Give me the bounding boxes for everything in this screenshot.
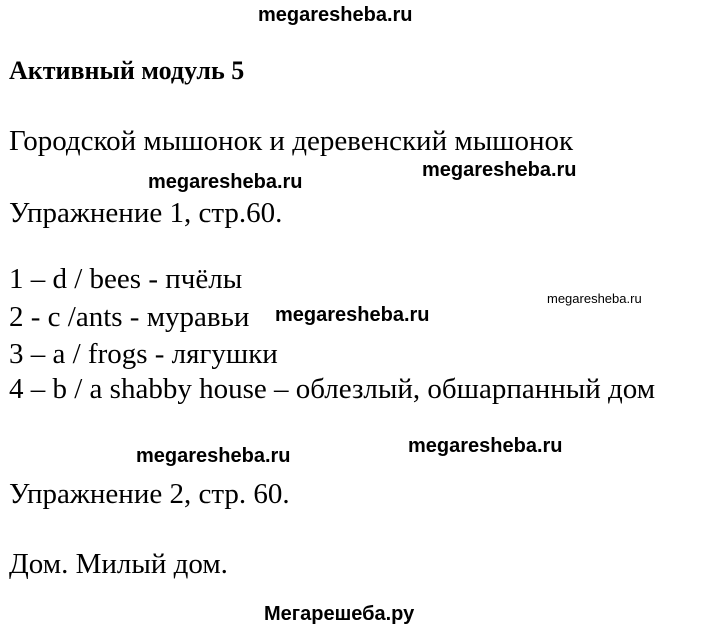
answer-line: 3 – a / frogs - лягушки	[9, 338, 278, 370]
watermark: megaresheba.ru	[408, 435, 563, 457]
exercise-2-title: Упражнение 2, стр. 60.	[9, 478, 290, 510]
watermark-top: megaresheba.ru	[258, 4, 413, 26]
watermark: megaresheba.ru	[547, 291, 642, 306]
page-title: Активный модуль 5	[9, 56, 245, 85]
watermark: megaresheba.ru	[148, 171, 303, 193]
answer-line: 1 – d / bees - пчёлы	[9, 263, 243, 295]
exercise-1-title: Упражнение 1, стр.60.	[9, 197, 283, 229]
answer-line: 2 - c /ants - муравьи	[9, 301, 250, 333]
exercise-2-text: Дом. Милый дом.	[9, 548, 228, 580]
watermark: megaresheba.ru	[422, 159, 577, 181]
section-subtitle: Городской мышонок и деревенский мышонок	[9, 125, 574, 157]
footer-watermark: Мегарешеба.ру	[264, 603, 415, 625]
answer-line: 4 – b / a shabby house – облезлый, обшарпанный дом	[9, 373, 656, 405]
watermark: megaresheba.ru	[136, 445, 291, 467]
watermark: megaresheba.ru	[275, 304, 430, 326]
